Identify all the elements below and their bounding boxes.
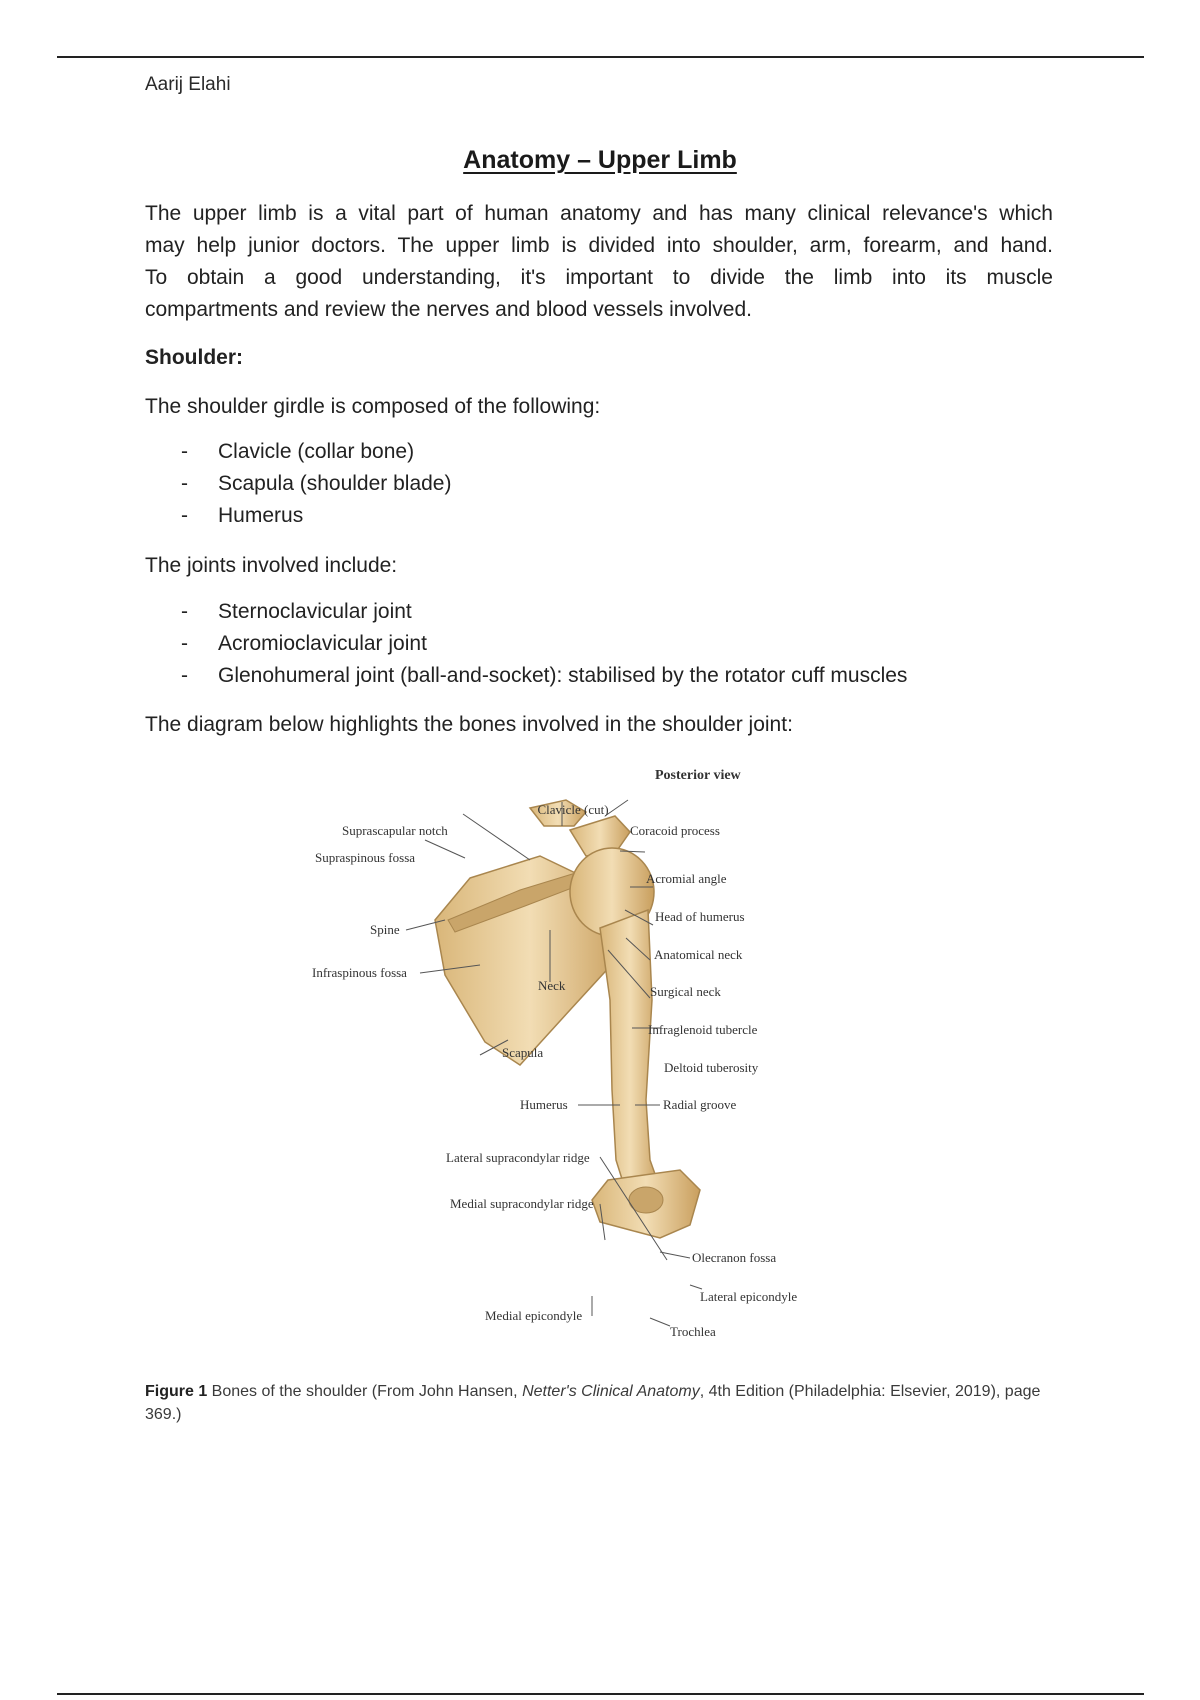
humerus-shaft [600, 910, 660, 1198]
bones-list [145, 436, 451, 532]
footer-rule [57, 1693, 1144, 1695]
list-item-text: Acromioclavicular joint [218, 632, 427, 655]
girdle-intro: The shoulder girdle is composed of the following: [145, 395, 601, 418]
diagram-intro: The diagram below highlights the bones involved in the shoulder joint: [145, 713, 793, 736]
header-rule [57, 56, 1144, 58]
label-lateral-epicondyle: Lateral epicondyle [700, 1289, 798, 1304]
intro-line: may help junior doctors. The upper limb is divided into shoulder, arm, forearm, and hand. [145, 234, 1053, 257]
shoulder-bones-figure [312, 760, 890, 1350]
author-name: Aarij Elahi [145, 74, 231, 95]
list-item-text: Glenohumeral joint (ball-and-socket): stabilised by the rotator cuff muscles [218, 664, 908, 687]
figure-view-title: Posterior view [655, 768, 741, 783]
intro-paragraph [145, 198, 1053, 326]
label-medial-epicondyle: Medial epicondyle [485, 1308, 583, 1323]
list-item [145, 436, 451, 468]
list-item [145, 500, 451, 532]
caption-text-after: , 4th Edition (Philadelphia: Elsevier, 2019), page 369.) [145, 1383, 1041, 1423]
list-item [145, 660, 907, 692]
intro-line: To obtain a good understanding, it's important to divide the limb into its muscle [145, 266, 1053, 289]
caption-text-before: Bones of the shoulder (From John Hansen, [207, 1383, 523, 1400]
label-scapula: Scapula [502, 1045, 544, 1060]
list-item-text: Humerus [218, 504, 304, 527]
shoulder-bones-illustration [312, 760, 890, 1350]
bullet-dash: - [181, 504, 188, 527]
label-surgical-neck: Surgical neck [650, 984, 721, 999]
bullet-dash: - [181, 632, 188, 655]
label-coracoid: Coracoid process [630, 823, 720, 838]
label-lateral-supracondylar: Lateral supracondylar ridge [446, 1150, 590, 1165]
list-item-text: Scapula (shoulder blade) [218, 472, 452, 495]
caption-book-title: Netter's Clinical Anatomy [522, 1383, 700, 1400]
label-infraglenoid: Infraglenoid tubercle [648, 1022, 758, 1037]
bullet-dash: - [181, 472, 188, 495]
intro-line: compartments and review the nerves and blood vessels involved. [145, 298, 752, 321]
label-spine: Spine [370, 922, 400, 937]
label-medial-supracondylar: Medial supracondylar ridge [450, 1196, 594, 1211]
label-anatomical-neck: Anatomical neck [654, 947, 743, 962]
page-title: Anatomy – Upper Limb [463, 146, 737, 174]
label-acromial-angle: Acromial angle [646, 871, 727, 886]
label-supraspinous-fossa: Supraspinous fossa [315, 850, 416, 865]
list-item [145, 596, 907, 628]
label-neck: Neck [538, 978, 566, 993]
list-item-text: Sternoclavicular joint [218, 600, 412, 623]
joints-list [145, 596, 907, 692]
label-radial-groove: Radial groove [663, 1097, 737, 1112]
bullet-dash: - [181, 440, 188, 463]
label-clavicle: Clavicle (cut) [537, 802, 609, 817]
intro-line: The upper limb is a vital part of human anatomy and has many clinical relevance's which [145, 202, 1053, 225]
list-item [145, 628, 907, 660]
label-infraspinous-fossa: Infraspinous fossa [312, 965, 407, 980]
label-head-humerus: Head of humerus [655, 909, 745, 924]
bullet-dash: - [181, 664, 188, 687]
label-humerus: Humerus [520, 1097, 568, 1112]
list-item [145, 468, 451, 500]
bullet-dash: - [181, 600, 188, 623]
shoulder-heading: Shoulder: [145, 346, 243, 369]
label-olecranon: Olecranon fossa [692, 1250, 777, 1265]
figure-number: Figure 1 [145, 1383, 208, 1400]
label-deltoid: Deltoid tuberosity [664, 1060, 759, 1075]
figure-caption [145, 1380, 1053, 1426]
joints-intro: The joints involved include: [145, 554, 398, 577]
label-suprascapular-notch: Suprascapular notch [342, 823, 448, 838]
list-item-text: Clavicle (collar bone) [218, 440, 415, 463]
label-trochlea: Trochlea [670, 1324, 716, 1339]
